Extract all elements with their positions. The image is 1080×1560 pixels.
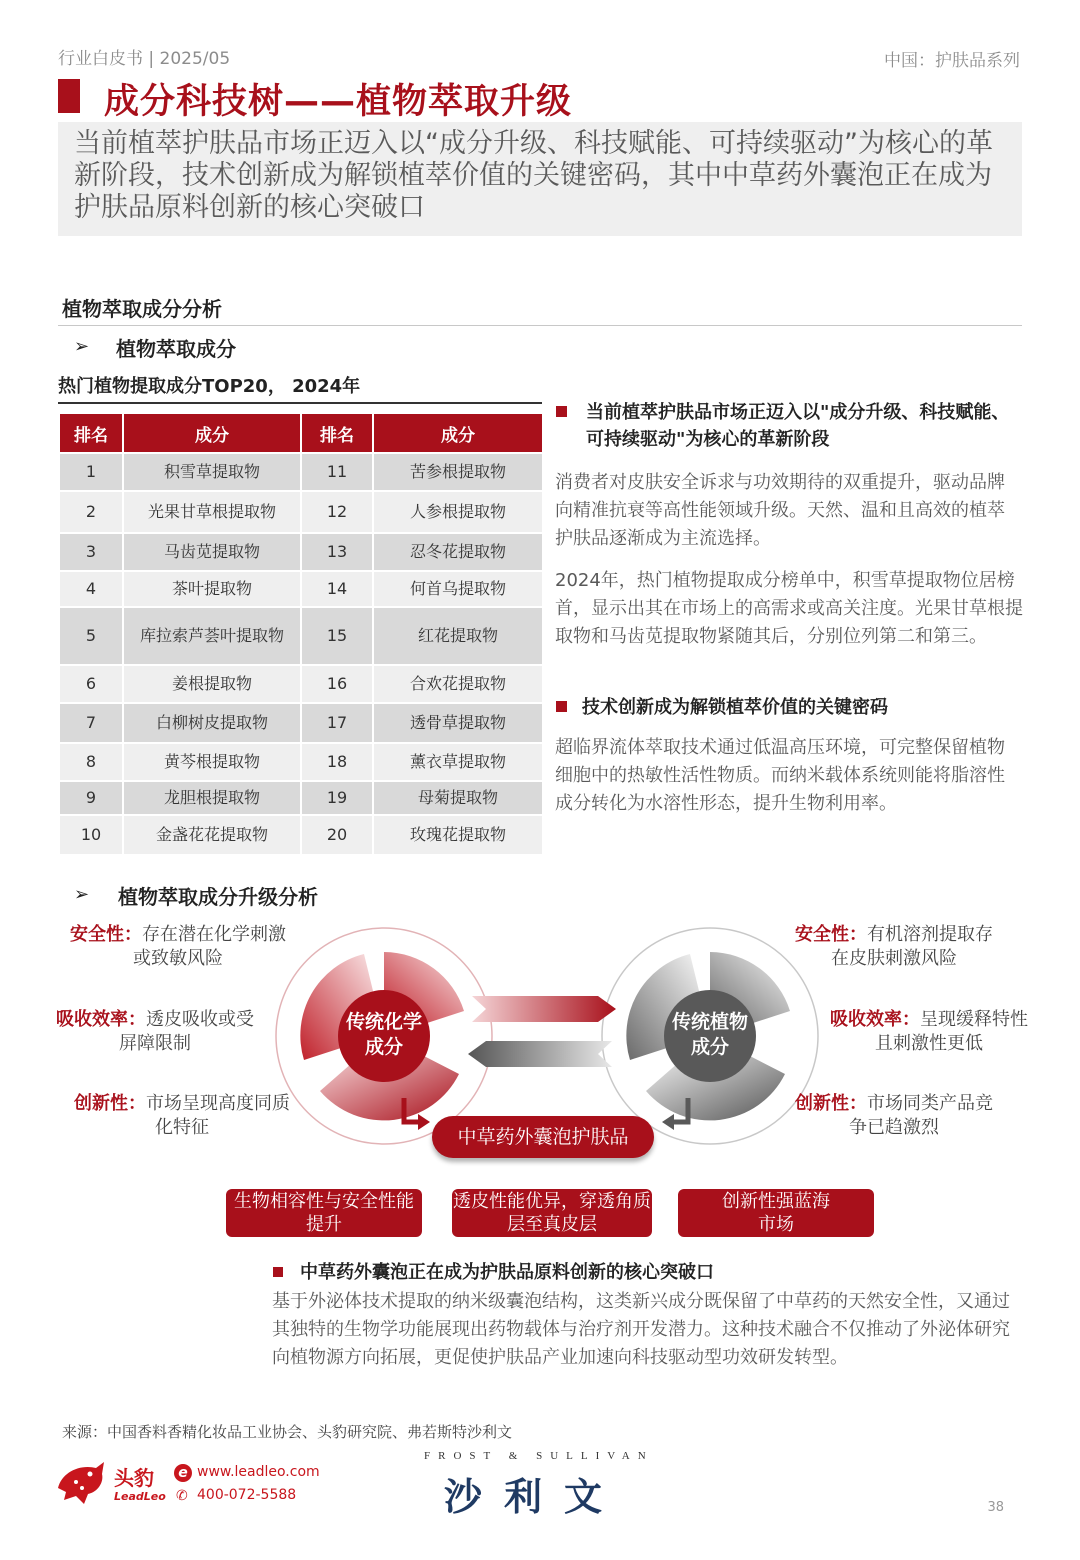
rank-cell: 17 xyxy=(302,704,372,742)
leadleo-leopard-logo-icon xyxy=(54,1458,106,1506)
website-link[interactable]: www.leadleo.com xyxy=(197,1464,320,1480)
header-ingredient: 成分 xyxy=(124,414,300,452)
left-arrow-icon xyxy=(468,1041,612,1067)
rank-cell: 12 xyxy=(302,492,372,532)
rank-cell: 19 xyxy=(302,782,372,814)
table-row xyxy=(60,744,542,780)
table-row xyxy=(60,704,542,742)
table-caption: 热门植物提取成分TOP20， 2024年 xyxy=(58,376,361,397)
right-heading-1: 当前植萃护肤品市场正迈入以"成分升级、科技赋能、可持续驱动"为核心的革新阶段 xyxy=(586,402,1010,450)
right-paragraph-2: 2024年，热门植物提取成分榜单中，积雪草提取物位居榜首，显示出其在市场上的高需求或高关注度。光果甘草根提取物和马齿苋提取物紧随其后，分别位列第二和第三。 xyxy=(555,570,1023,647)
rank-cell: 1 xyxy=(60,454,122,490)
header-ingredient: 成分 xyxy=(374,414,542,452)
rank-cell: 16 xyxy=(302,666,372,702)
subsection-title-upgrade: 植物萃取成分升级分析 xyxy=(118,885,318,909)
rank-cell: 6 xyxy=(60,666,122,702)
rank-cell: 10 xyxy=(60,816,122,854)
ranking-table xyxy=(58,412,544,856)
page-number: 38 xyxy=(987,1500,1004,1515)
left-note-safety: 安全性：存在潜在化学刺激或致敏风险 xyxy=(70,924,286,969)
section-title: 植物萃取成分分析 xyxy=(62,297,222,321)
square-bullet-icon xyxy=(273,1267,283,1277)
frost-sullivan-en: FROST & SULLIVAN xyxy=(424,1450,654,1462)
phone-icon: ✆ xyxy=(176,1488,188,1504)
traditional-plant-label: 传统植物成分 xyxy=(671,1011,748,1058)
rank-cell: 4 xyxy=(60,572,122,606)
ingredient-cell: 姜根提取物 xyxy=(124,666,300,702)
ingredient-cell: 龙胆根提取物 xyxy=(124,782,300,814)
report-label: 行业白皮书 | 2025/05 xyxy=(58,49,231,69)
ingredient-cell: 茶叶提取物 xyxy=(124,572,300,606)
summary-box xyxy=(58,122,1022,236)
ingredient-cell: 玫瑰花提取物 xyxy=(374,816,542,854)
table-row xyxy=(60,572,542,606)
rank-cell: 8 xyxy=(60,744,122,780)
ingredient-cell: 金盏花花提取物 xyxy=(124,816,300,854)
ingredient-cell: 光果甘草根提取物 xyxy=(124,492,300,532)
header-rank: 排名 xyxy=(60,414,122,452)
table-row xyxy=(60,782,542,814)
source-note: 来源：中国香料香精化妆品工业协会、头豹研究院、弗若斯特沙利文 xyxy=(62,1423,513,1441)
table-row xyxy=(60,608,542,664)
page-title: 成分科技树——植物萃取升级 xyxy=(104,82,573,122)
ingredient-cell: 红花提取物 xyxy=(374,608,542,664)
right-arrow-icon xyxy=(472,996,616,1022)
web-icon: e xyxy=(174,1464,192,1482)
square-bullet-icon xyxy=(556,406,567,417)
table-row xyxy=(60,492,542,532)
table-row xyxy=(60,666,542,702)
ingredient-cell: 薰衣草提取物 xyxy=(374,744,542,780)
rank-cell: 13 xyxy=(302,534,372,570)
rank-cell: 20 xyxy=(302,816,372,854)
ingredient-cell: 库拉索芦荟叶提取物 xyxy=(124,608,300,664)
table-header-row xyxy=(60,414,542,452)
rank-cell: 18 xyxy=(302,744,372,780)
ingredient-cell: 透骨草提取物 xyxy=(374,704,542,742)
rank-cell: 14 xyxy=(302,572,372,606)
table-top-rule xyxy=(58,402,542,404)
right-note-safety: 安全性：有机溶剂提取存在皮肤刺激风险 xyxy=(795,924,993,969)
left-note-absorption: 吸收效率：透皮吸收或受屏障限制 xyxy=(56,1009,254,1054)
arrow-bullet-icon: ➢ xyxy=(74,336,90,357)
rank-cell: 2 xyxy=(60,492,122,532)
ingredient-cell: 何首乌提取物 xyxy=(374,572,542,606)
rank-cell: 11 xyxy=(302,454,372,490)
phone-number: 400-072-5588 xyxy=(197,1487,297,1503)
traditional-chemical-label: 传统化学成分 xyxy=(345,1011,422,1058)
arrow-bullet-icon: ➢ xyxy=(74,884,90,905)
header-rank: 排名 xyxy=(302,414,372,452)
ingredient-cell: 白柳树皮提取物 xyxy=(124,704,300,742)
ingredient-cell: 积雪草提取物 xyxy=(124,454,300,490)
benefit-innovation: 创新性强蓝海市场 xyxy=(678,1189,874,1237)
table-row xyxy=(60,454,542,490)
ingredient-cell: 忍冬花提取物 xyxy=(374,534,542,570)
table-row xyxy=(60,534,542,570)
ingredient-cell: 母菊提取物 xyxy=(374,782,542,814)
leadleo-logo-en: LeadLeo xyxy=(114,1490,166,1503)
frost-sullivan-cn: 沙利文 xyxy=(444,1475,625,1519)
square-bullet-icon xyxy=(556,701,567,712)
summary-text: 当前植萃护肤品市场正迈入以“成分升级、科技赋能、可持续驱动”为核心的革新阶段，技术创新成为解锁植萃价值的关键密码，其中中草药外囊泡正在成为护肤品原料创新的核心突破口 xyxy=(74,128,993,223)
table-row xyxy=(60,816,542,854)
rank-cell: 15 xyxy=(302,608,372,664)
bottom-heading: 中草药外囊泡正在成为护肤品原料创新的核心突破口 xyxy=(300,1262,714,1283)
bottom-paragraph: 基于外泌体技术提取的纳米级囊泡结构，这类新兴成分既保留了中草药的天然安全性，又通过其独特的生物学功能展现出药物载体与治疗剂开发潜力。这种技术融合不仅推动了外泌体研究向植物源方向拓展，更促使护肤品产业加速向科技驱动型功效研发转型。 xyxy=(272,1291,1010,1368)
benefit-biocompatibility: 生物相容性与安全性能提升 xyxy=(226,1189,422,1237)
right-paragraph-1: 消费者对皮肤安全诉求与功效期待的双重提升，驱动品牌向精准抗衰等高性能领域升级。天然、温和且高效的植萃护肤品逐渐成为主流选择。 xyxy=(555,472,1005,549)
right-note-absorption: 吸收效率：呈现缓释特性且刺激性更低 xyxy=(830,1009,1028,1054)
title-accent-bar xyxy=(58,79,80,113)
ingredient-cell: 合欢花提取物 xyxy=(374,666,542,702)
rank-cell: 3 xyxy=(60,534,122,570)
ingredient-cell: 苦参根提取物 xyxy=(374,454,542,490)
herbal-vesicle-pill: 中草药外囊泡护肤品 xyxy=(432,1116,654,1158)
leadleo-logo-cn: 头豹 xyxy=(114,1466,154,1490)
rank-cell: 5 xyxy=(60,608,122,664)
series-label: 中国：护肤品系列 xyxy=(884,51,1020,71)
right-paragraph-3: 超临界流体萃取技术通过低温高压环境，可完整保留植物细胞中的热敏性活性物质。而纳米载体系统则能将脂溶性成分转化为水溶性形态，提升生物利用率。 xyxy=(555,737,1005,814)
subsection-title-ingredients: 植物萃取成分 xyxy=(116,337,236,361)
left-note-innovation: 创新性：市场呈现高度同质化特征 xyxy=(74,1093,290,1138)
ingredient-cell: 黄芩根提取物 xyxy=(124,744,300,780)
ingredient-cell: 人参根提取物 xyxy=(374,492,542,532)
ingredient-cell: 马齿苋提取物 xyxy=(124,534,300,570)
right-note-innovation: 创新性：市场同类产品竞争已趋激烈 xyxy=(795,1093,993,1138)
rank-cell: 7 xyxy=(60,704,122,742)
right-heading-2: 技术创新成为解锁植萃价值的关键密码 xyxy=(582,697,888,718)
benefit-penetration: 透皮性能优异，穿透角质层至真皮层 xyxy=(453,1191,651,1235)
section-divider xyxy=(58,325,1022,326)
rank-cell: 9 xyxy=(60,782,122,814)
